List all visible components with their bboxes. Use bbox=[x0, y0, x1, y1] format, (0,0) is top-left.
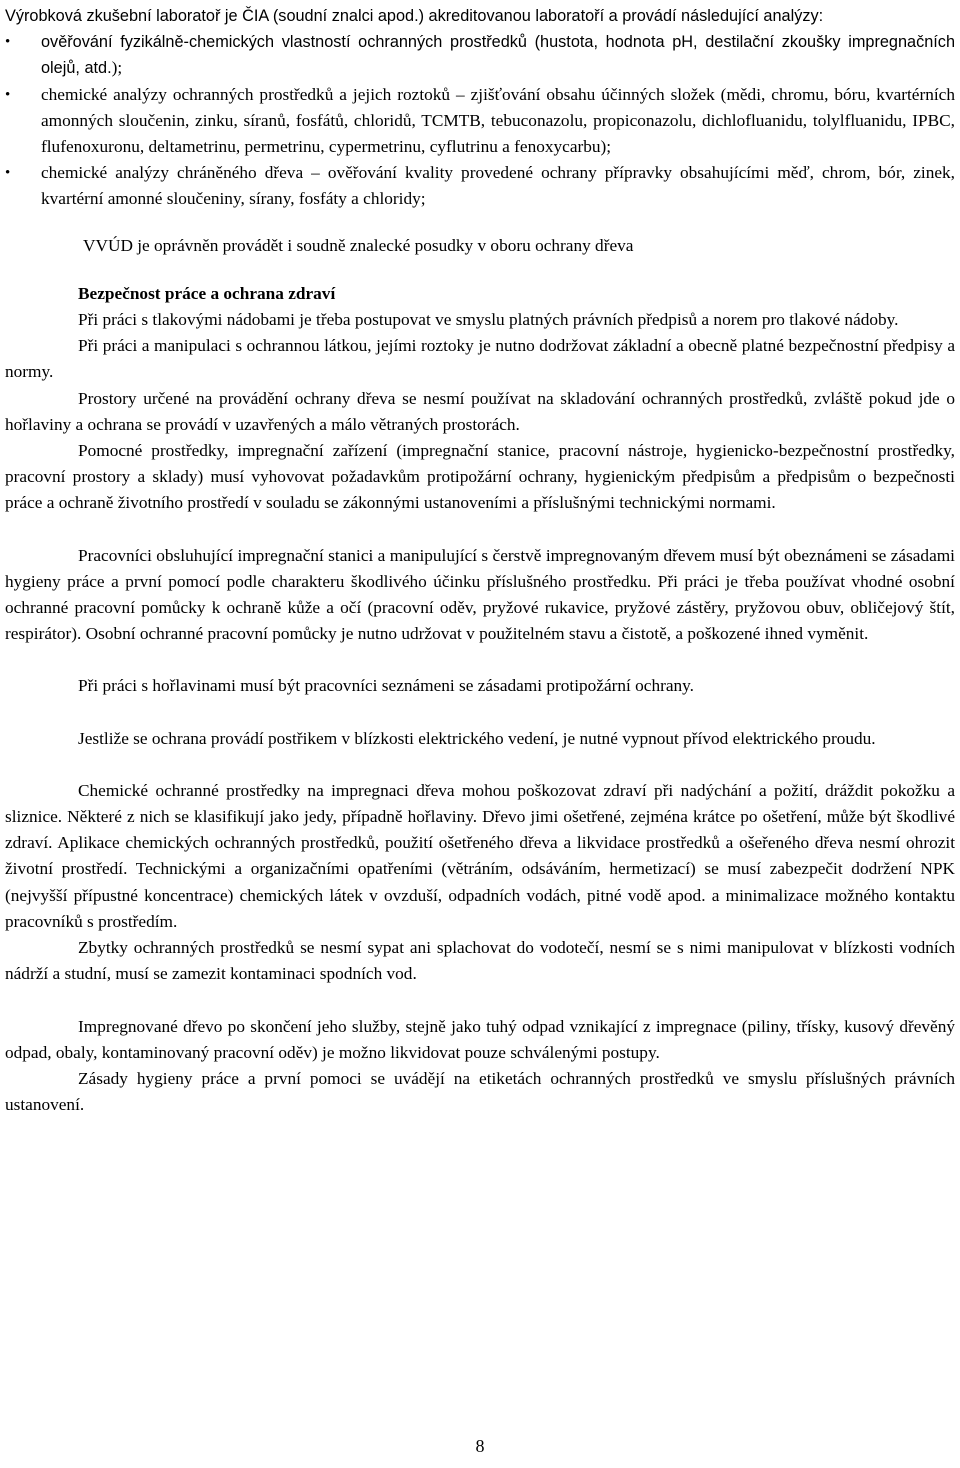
list-item bbox=[5, 82, 955, 161]
paragraph: Chemické ochranné prostředky na impregnaci dřeva mohou poškozovat zdraví při nadýchání a požití, dráždit pokožku a sliznice. Některé z nich se klasifikují jako jedy, případně hořlaviny. Dřevo jimi ošetřené, zejména krátce po ošetření, může být škodlivé zdraví. Aplikace chemických ochranných prostředků, použití ošetřeného dřeva a likvidace prostředků a ošeřeného dřeva nesmí ohrozit životní prostředí. Technickými a organizačními opatřeními (větráním, odsáváním, hermetizací) se musí zabezpečit dodržení NPK (nejvyšší přípustné koncentrace) chemických látek v ovzduší, odpadních vodách, pitné vodě apod. a minimalizace možného kontaktu pracovníků s prostředím. bbox=[5, 780, 955, 931]
list-item-text-end: ); bbox=[111, 58, 123, 78]
paragraph: Zásady hygieny práce a první pomoci se uvádějí na etiketách ochranných prostředků ve smyslu příslušných právních ustanovení. bbox=[5, 1068, 955, 1115]
paragraph: Pracovníci obsluhující impregnační stanici a manipulující s čerstvě impregnovaným dřevem musí být obeznámeni se zásadami hygieny práce a první pomocí podle charakteru škodlivého účinku příslušného prostředku. Při práci je třeba používat vhodné osobní ochranné pracovní pomůcky k ochraně kůže a očí (pracovní oděv, pryžové rukavice, pryžové zástěry, pryžovou obuv, obličejový štít, respirátor). Osobní ochranné pracovní pomůcky je nutno udržovat v použitelném stavu a čistotě, a poškozené ihned vyměnit. bbox=[5, 545, 955, 644]
paragraph: Při práci a manipulaci s ochrannou látkou, jejími roztoky je nutno dodržovat základní a obecně platné bezpečnostní předpisy a normy. bbox=[5, 336, 955, 382]
paragraph: Při práci s tlakovými nádobami je třeba postupovat ve smyslu platných právních předpisů a norem pro tlakové nádoby. bbox=[78, 310, 899, 330]
paragraph: Jestliže se ochrana provádí postřikem v blízkosti elektrického vedení, je nutné vypnout přívod elektrického proudu. bbox=[78, 728, 876, 748]
list-item bbox=[5, 29, 955, 81]
bullet-icon: • bbox=[5, 34, 11, 51]
page-number: 8 bbox=[475, 1436, 485, 1456]
vvud-note: VVÚD je oprávněn provádět i soudně znalecké posudky v oboru ochrany dřeva bbox=[83, 235, 634, 255]
intro-paragraph: Výrobková zkušební laboratoř je ČIA (soudní znalci apod.) akreditovanou laboratoří a provádí následující analýzy: bbox=[5, 7, 824, 25]
document-page bbox=[5, 3, 955, 1118]
safety-heading: Bezpečnost práce a ochrana zdraví bbox=[78, 283, 336, 303]
paragraph: Při práci s hořlavinami musí být pracovníci seznámeni se zásadami protipožární ochrany. bbox=[78, 676, 695, 696]
paragraph: Pomocné prostředky, impregnační zařízení (impregnační stanice, pracovní nástroje, hygienicko-bezpečnostní prostředky, pracovní prostory a sklady) musí vyhovovat požadavkům protipožární ochrany, hygienickým předpisům a předpisům o bezpečnosti práce a ochraně životního prostředí v souladu se zákonnými ustanoveními a příslušnými technickými normami. bbox=[5, 441, 955, 513]
list-item-text: ověřování fyzikálně-chemických vlastností ochranných prostředků (hustota, hodnota pH, destilační zkoušky impregnačních olejů, atd. bbox=[41, 33, 955, 78]
list-item-text: chemické analýzy ochranných prostředků a jejich roztoků – zjišťování obsahu účinných složek (mědi, chromu, bóru, kvartérních amonných sloučenin, zinku, síranů, fosfátů, chloridů, TCMTB, tebuconazolu, propiconazolu, dichlofluanidu, tolylfluanidu, IPBC, flufenoxuronu, deltametrinu, permetrinu, cypermetrinu, cyflutrinu a fenoxycarbu); bbox=[41, 84, 955, 157]
list-item bbox=[5, 160, 955, 212]
bullet-icon: • bbox=[5, 165, 11, 182]
analysis-list bbox=[5, 29, 955, 212]
list-item-text: chemické analýzy chráněného dřeva – ověřování kvality provedené ochrany přípravky obsahujícími měď, chrom, bór, zinek, kvartérní amonné sloučeniny, sírany, fosfáty a chloridy; bbox=[41, 163, 955, 209]
paragraph: Zbytky ochranných prostředků se nesmí sypat ani splachovat do vodotečí, nesmí se s nimi manipulovat v blízkosti vodních nádrží a studní, musí se zamezit kontaminaci spodních vod. bbox=[5, 938, 955, 984]
paragraph: Prostory určené na provádění ochrany dřeva se nesmí používat na skladování ochranných prostředků, zvláště pokud jde o hořlaviny a ochrana se provádí v uzavřených a málo větraných prostorách. bbox=[5, 388, 955, 434]
paragraph: Impregnované dřevo po skončení jeho služby, stejně jako tuhý odpad vznikající z impregnace (piliny, třísky, kusový dřevěný odpad, obaly, kontaminovaný pracovní oděv) je možno likvidovat pouze schválenými postupy. bbox=[5, 1016, 955, 1062]
bullet-icon: • bbox=[5, 86, 11, 103]
